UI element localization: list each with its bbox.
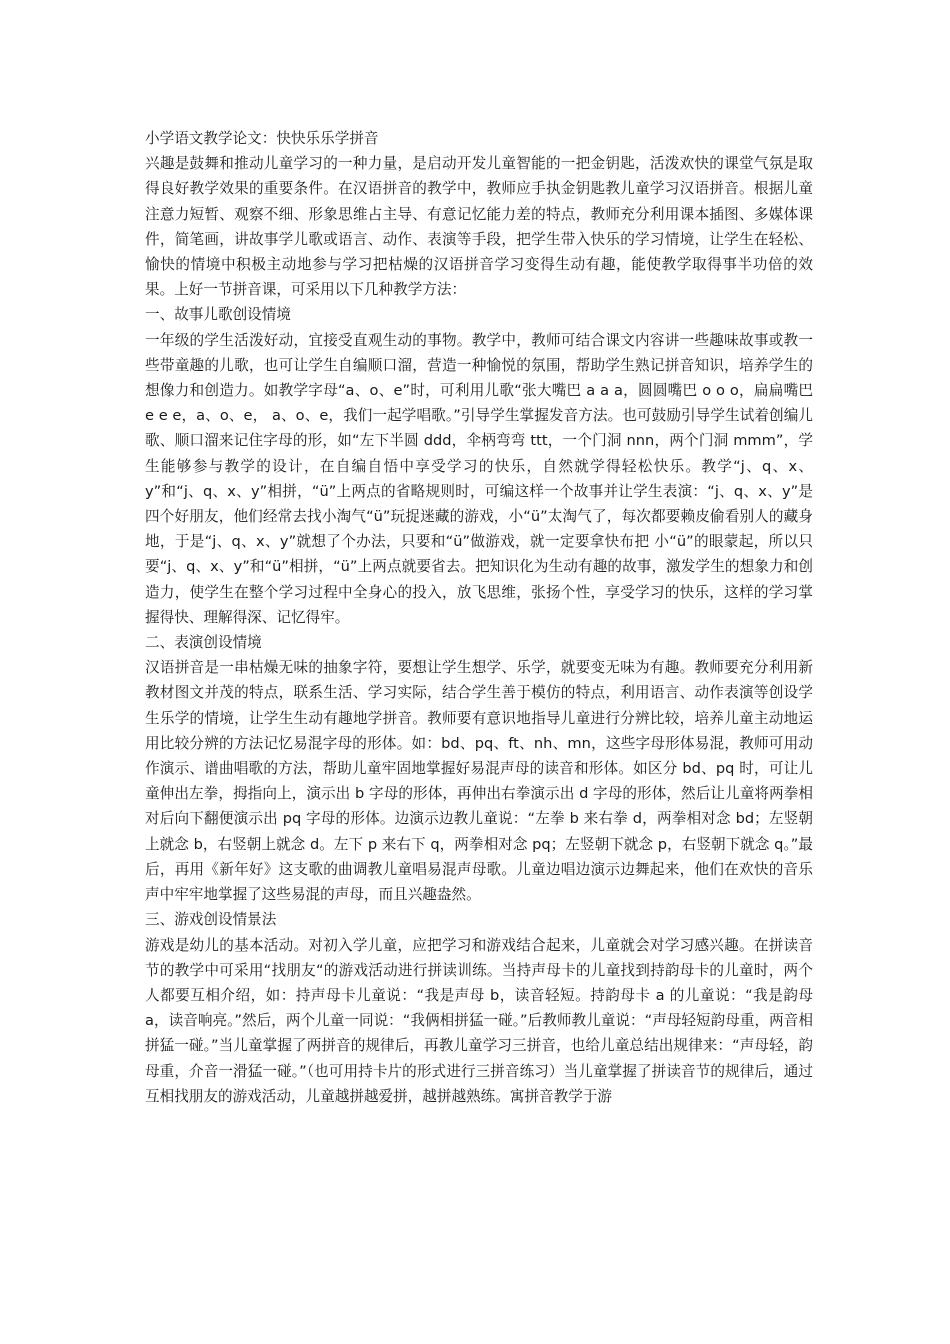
section-heading-games: 三、游戏创设情景法 [145, 911, 277, 929]
section-heading-stories: 一、故事儿歌创设情境 [145, 306, 291, 324]
section-heading-performance: 二、表演创设情境 [145, 634, 262, 652]
section-body-stories: 一年级的学生活泼好动，宜接受直观生动的事物。教学中，教师可结合课文内容讲一些趣味故事或教一些带童趣的儿歌，也可让学生自编顺口溜，营造一种愉悦的氛围，帮助学生熟记拼音知识，培养学生的想像力和创造力。如教学字母“a、o、e”时，可利用儿歌“张大嘴巴 a a a，圆圆嘴巴 o o o，扁扁嘴巴 e e e，a、o、e， a、o、e，我们一起学唱歌。”引导学生掌握发音方法。也可鼓励引导学生试着创编儿歌、顺口溜来记住字母的形，如“左下半圆 ddd，伞柄弯弯 ttt，一个门洞 nnn，两个门洞 mmm”，学生能够参与教学的设计，在自编自悟中享受学习的快乐，自然就学得轻松快乐。教学“j、q、x、y”和“j、q、x、y”相拼，“ü”上两点的省略规则时，可编这样一个故事并让学生表演：“j、q、x、y”是四个好朋友，他们经常去找小淘气“ü”玩捉迷藏的游戏，小“ü”太淘气了，每次都要赖皮偷看别人的藏身地，于是“j、q、x、y”就想了个办法，只要和“ü”做游戏，就一定要拿快布把 小“ü”的眼蒙起，所以只要“j、q、x、y”和“ü”相拼，“ü”上两点就要省去。把知识化为生动有趣的故事，激发学生的想象力和创造力，使学生在整个学习过程中全身心的投入，放飞思维，张扬个性，享受学习的快乐，这样的学习掌握得快、理解得深、记忆得牢。 [145, 331, 813, 626]
section-body-performance: 汉语拼音是一串枯燥无味的抽象字符，要想让学生想学、乐学，就要变无味为有趣。教师要充分利用新教材图文并茂的特点，联系生活、学习实际，结合学生善于模仿的特点，利用语言、动作表演等创设学生乐学的情境，让学生生动有趣地学拼音。教师要有意识地指导儿童进行分辨比较，培养儿童主动地运用比较分辨的方法记忆易混字母的形体。如：bd、pq、ft、nh、mn，这些字母形体易混，教师可用动作演示、谱曲唱歌的方法，帮助儿童牢固地掌握好易混声母的读音和形体。如区分 bd、pq 时，可让儿童伸出左拳，拇指向上，演示出 b 字母的形体，再伸出右拳演示出 d 字母的形体，然后让儿童将两拳相对后向下翻便演示出 pq 字母的形体。边演示边教儿童说：“左拳 b 来右拳 d，两拳相对念 bd；左竖朝上就念 b，右竖朝上就念 d。左下 p 来右下 q，两拳相对念 pq；左竖朝下就念 p，右竖朝下就念 q。”最后，再用《新年好》这支歌的曲调教儿童唱易混声母歌。儿童边唱边演示边舞起来，他们在欢快的音乐声中牢牢地掌握了这些易混的声母，而且兴趣盎然。 [145, 659, 814, 904]
document-body [145, 126, 813, 1109]
intro-paragraph: 兴趣是鼓舞和推动儿童学习的一种力量，是启动开发儿童智能的一把金钥匙，活泼欢快的课堂气氛是取得良好教学效果的重要条件。在汉语拼音的教学中，教师应手执金钥匙教儿童学习汉语拼音。根据儿童注意力短暂、观察不细、形象思维占主导、有意记忆能力差的特点，教师充分利用课本插图、多媒体课件，简笔画，讲故事学儿歌或语言、动作、表演等手段，把学生带入快乐的学习情境，让学生在轻松、愉快的情境中积极主动地参与学习把枯燥的汉语拼音学习变得生动有趣，能使教学取得事半功倍的效果。上好一节拼音课，可采用以下几种教学方法： [145, 155, 813, 299]
document-title: 小学语文教学论文：快快乐乐学拼音 [145, 130, 379, 147]
section-body-games: 游戏是幼儿的基本活动。对初入学儿童，应把学习和游戏结合起来，儿童就会对学习感兴趣。在拼读音节的教学中可采用“找朋友“的游戏活动进行拼读训练。当持声母卡的儿童找到持韵母卡的儿童时，两个人都要互相介绍，如：持声母卡儿童说：“我是声母 b，读音轻短。持韵母卡 a 的儿童说：“我是韵母 a，读音响亮。”然后，两个儿童一同说：“我俩相拼猛一碰。”后教师教儿童说：“声母轻短韵母重，两音相拼猛一碰。”当儿童掌握了两拼音的规律后，再教儿童学习三拼音，也给儿童总结出规律来：“声母轻，韵母重，介音一滑猛一碰。”（也可用持卡片的形式进行三拼音练习）当儿童掌握了拼读音节的规律后，通过互相找朋友的游戏活动，儿童越拼越爱拼，越拼越熟练。寓拼音教学于游 [145, 936, 813, 1105]
